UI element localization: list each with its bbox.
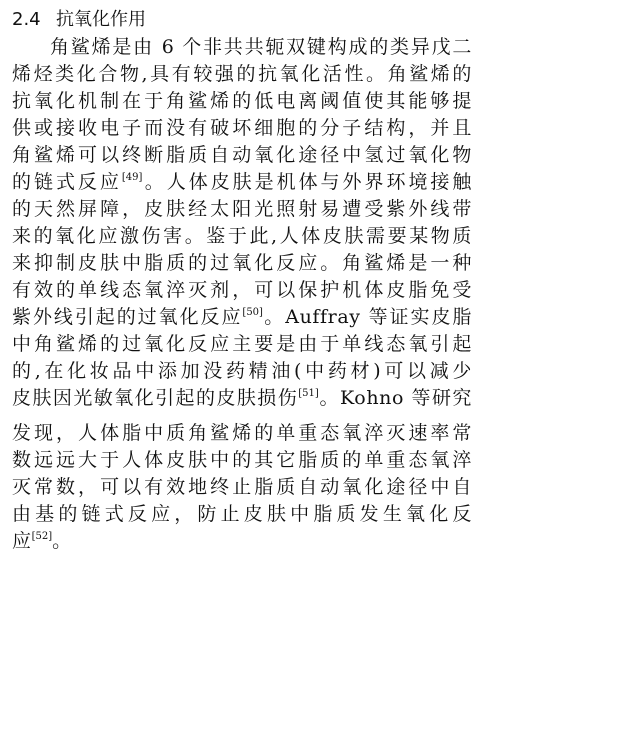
text-line: 角鲨烯是由 6 个非共共轭双键构成的类异戊二 [50,36,472,58]
text-line: 数远远大于人体皮肤中的其它脂质的单重态氧淬 [12,449,472,471]
section-number: 2.4 [12,9,41,30]
text-line: 的天然屏障，皮肤经太阳光照射易遭受紫外线带 [12,198,472,220]
text-line: 烯烃类化合物,具有较强的抗氧化活性。角鲨烯的 [12,63,472,85]
text-line: 供或接收电子而没有破坏细胞的分子结构，并且 [12,117,472,139]
citation-ref: [52] [31,531,53,542]
text-line: 角鲨烯可以终断脂质自动氧化途径中氢过氧化物 [12,144,472,166]
text-line: 发现，人体脂中质角鲨烯的单重态氧淬灭速率常 [12,422,472,444]
citation-ref: [49] [121,172,143,183]
text-line: 中角鲨烯的过氧化反应主要是由于单线态氧引起 [12,333,472,355]
citation-ref: [50] [242,307,263,318]
text-line: 由基的链式反应，防止皮肤中脂质发生氧化反 [12,503,472,525]
text-line: 的,在化妆品中添加没药精油(中药材)可以减少 [12,360,472,382]
paragraph-2 [12,420,472,555]
text-line: 紫外线引起的过氧化反应[50]。Auffray 等证实皮脂 [12,306,472,328]
paragraph-1 [12,34,472,412]
text-line: 的链式反应[49]。人体皮肤是机体与外界环境接触 [12,171,472,193]
text-line: 灭常数，可以有效地终止脂质自动氧化途径中自 [12,476,472,498]
section-title: 抗氧化作用 [56,9,146,30]
section-heading [12,8,472,32]
text-line: 来抑制皮肤中脂质的过氧化反应。角鲨烯是一种 [12,252,472,274]
text-line: 有效的单线态氧淬灭剂，可以保护机体皮脂免受 [12,279,472,301]
citation-ref: [51] [298,388,319,399]
text-line: 皮肤因光敏氧化引起的皮肤损伤[51]。Kohno 等研究 [12,387,472,409]
text-line: 抗氧化机制在于角鲨烯的低电离阈值使其能够提 [12,90,472,112]
document-page [12,8,472,555]
text-line: 应[52]。 [12,530,72,552]
text-line: 来的氧化应激伤害。鉴于此,人体皮肤需要某物质 [12,225,472,247]
